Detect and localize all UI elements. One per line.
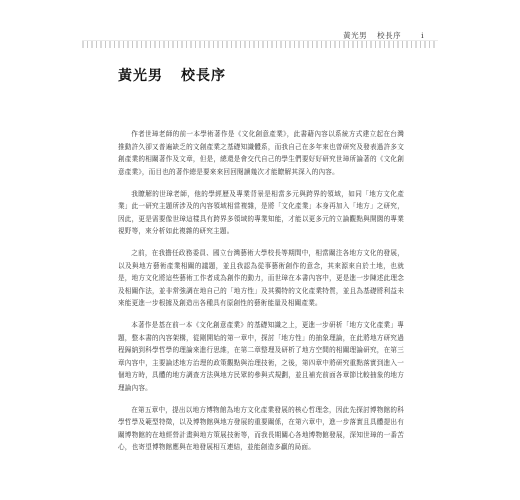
paragraph: 之前，在我擔任政務委員、國立台灣藝術大學校長等期間中，相當關注各地方文化的發展，以及與地方藝術產業相關的議題，並且我認為從事藝術創作的意念，其來源來自於土地，也就是，地方文化將這些藝術工作者成為創作的動力，而世璋在本書內容中，更是進一步陳述此理念及相關作法，並非常強調在地自己的「地方性」及其獨特的文化產業特質，並且為基礎將利益未來能更進一步根據及創造出各種具有原創性的藝術能量及相關產業。 (118, 249, 404, 307)
paragraph: 作者世璋老師的前一本學術著作是《文化創意產業》，此書藉內容以系統方式建立起在台灣推動許久卻又普遍缺乏的文創產業之基礎知識體系，而我自己在多年來也曾研究及發表過許多文創產業的相關著作及文章，但是，總還是會交代自己的學生們要好好研究世璋所論著的《文化創意產業》，而目也的著作總是要來來回回閱讀幾次才能瞭解其深入的內容。 (118, 130, 404, 176)
header-section: 校長序 (377, 31, 402, 40)
body-text (118, 128, 404, 463)
paragraph: 我瞭解的世璋老師，他的學經歷及專業背景是相當多元與跨界的領域，如同「地方文化產業」此一研究主題所涉及的內容領域相當複雜，是將「文化產業」本身再加入「地方」之研究，因此，更是需要像世璋這樣具有跨界多領域的專業知能，才能以更多元的立論觀點與開闊的專業視野等，來分析如此複雜的研究主題。 (118, 189, 404, 235)
title-role: 校長序 (181, 68, 226, 84)
decorative-border (82, 40, 438, 48)
header-author: 黃光男 (343, 31, 368, 40)
page-number: i (421, 31, 424, 40)
paragraph: 本著作是基在前一本《文化創意產業》的基礎知識之上，更進一步研析「地方文化產業」專題，整本書的內容架構，從剛開始的第一章中，探討「地方性」的抽象理論，在此將地方研究過程歸納到科學哲學的理論來進行思維，在第二章整理及研析了地方空間的相關理論研究，在第三章內容中，主要論述地方治理的政策觀點與治理技術，之後，第四章中將研究重點落實到進入一個地方時，具體的地方調查方法與地方民眾的參與式規劃，並且補充前面各章節比較抽象的地方理論內容。 (118, 321, 404, 392)
page-title (118, 65, 226, 85)
title-name: 黃光男 (118, 68, 163, 84)
paragraph: 在第五章中，提出以地方博物館為地方文化產業發展的核心哲理念，因此先探討博物館的科學哲學及範型特徵，以及博物館與地方發展的重要關係，在第六章中，進一步落實且具體提出有關博物館的在地經營計畫與地方策展技術等，而我長期關心各地博物館發展，深知世璋的一番苦心，也寄望博物館應與在地發展相互連結，並能創造多贏的局面。 (118, 405, 404, 451)
